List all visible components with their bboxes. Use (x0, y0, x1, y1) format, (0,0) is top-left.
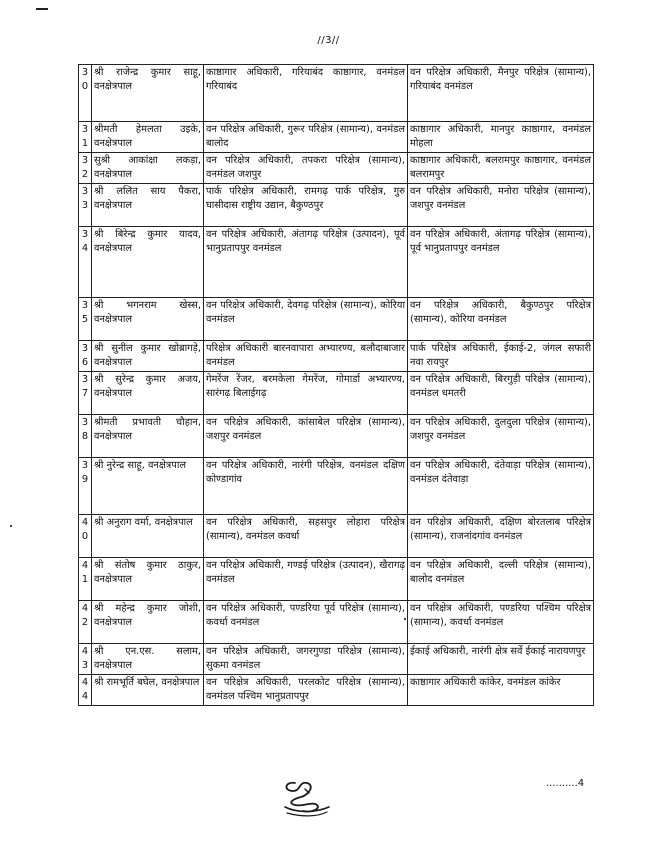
table-row (79, 153, 594, 184)
signature (265, 777, 345, 819)
current-posting-cell: वन परिक्षेत्र अधिकारी, देवगढ़ परिक्षेत्र (सामान्य), कोरिया वनमंडल (204, 298, 408, 341)
margin-dot (10, 525, 12, 527)
serial-number-cell: 44 (79, 675, 92, 706)
page-number: //3// (317, 35, 340, 46)
new-posting-cell: ईकाई अधिकारी, नारंगी क्षेत्र सर्वे ईकाई नारायणपुर (408, 644, 594, 675)
officer-name-cell: श्री सुनील कुमार खोब्रागड़े, वनक्षेत्रपाल (92, 341, 204, 372)
current-posting-cell: वन परिक्षेत्र अधिकारी, गण्डई परिक्षेत्र (उत्पादन), खैरागढ़ वनमंडल (204, 558, 408, 601)
serial-number-cell: 30 (79, 65, 92, 122)
current-posting-cell: वन परिक्षेत्र अधिकारी, अंतागढ़ परिक्षेत्र (उत्पादन), पूर्व भानुप्रतापपुर वनमंडल (204, 227, 408, 298)
new-posting-cell: वन परिक्षेत्र अधिकारी, दंतेवाड़ा परिक्षेत्र (सामान्य), वनमंडल दंतेवाड़ा (408, 458, 594, 515)
new-posting-cell: काष्ठागार अधिकारी, मानपुर काष्ठागार, वनमंडल मोहला (408, 122, 594, 153)
new-posting-cell: वन परिक्षेत्र अधिकारी, मैनपुर परिक्षेत्र (सामान्य), गरियाबंद वनमंडल (408, 65, 594, 122)
serial-number-cell: 42 (79, 601, 92, 644)
table-row (79, 184, 594, 227)
current-posting-cell: परिक्षेत्र अधिकारी बारनवापारा अभ्यारण्य, बलौदाबाजार वनमंडल (204, 341, 408, 372)
table-row (79, 415, 594, 458)
officer-name-cell: श्री नुरेन्द्र साहू, वनक्षेत्रपाल (92, 458, 204, 515)
new-posting-cell: वन परिक्षेत्र अधिकारी, बैकुण्ठपुर परिक्षेत्र (सामान्य), कोरिया वनमंडल (408, 298, 594, 341)
officer-name-cell: श्री भगनराम खेस्स, वनक्षेत्रपाल (92, 298, 204, 341)
officer-name-cell: सुश्री आकांक्षा लकड़ा, वनक्षेत्रपाल (92, 153, 204, 184)
current-posting-cell: वन परिक्षेत्र अधिकारी, नारंगी परिक्षेत्र, वनमंडल दक्षिण कोण्डागांव (204, 458, 408, 515)
table-row (79, 65, 594, 122)
serial-number-cell: 31 (79, 122, 92, 153)
table-row (79, 675, 594, 706)
serial-number-cell: 36 (79, 341, 92, 372)
current-posting-cell: काष्ठागार अधिकारी, गरियाबंद काष्ठागार, वनमंडल गरियाबंद (204, 65, 408, 122)
current-posting-cell: वन परिक्षेत्र अधिकारी, पण्डरिया पूर्व परिक्षेत्र (सामान्य), कवर्धा वनमंडल (204, 601, 408, 644)
officer-name-cell: श्री एन.एस. सलाम, वनक्षेत्रपाल (92, 644, 204, 675)
serial-number-cell: 35 (79, 298, 92, 341)
table-row (79, 515, 594, 558)
serial-number-cell: 32 (79, 153, 92, 184)
continuation-marker: ..........4 (546, 778, 585, 789)
officer-name-cell: श्री सुरेन्द्र कुमार अजय, वनक्षेत्रपाल (92, 372, 204, 415)
current-posting-cell: गेमरेंज रेंजर, बरमकेला गेमरेंज, गोमार्डा अभ्यारण्य, सारंगढ़ बिलाईगढ़ (204, 372, 408, 415)
officer-name-cell: श्रीमती हेमलता उइके, वनक्षेत्रपाल (92, 122, 204, 153)
current-posting-cell: वन परिक्षेत्र अधिकारी, कांसाबेल परिक्षेत्र (सामान्य), जशपुर वनमंडल (204, 415, 408, 458)
new-posting-cell: वन परिक्षेत्र अधिकारी, दल्ली परिक्षेत्र (सामान्य), बालोद वनमंडल (408, 558, 594, 601)
current-posting-cell: वन परिक्षेत्र अधिकारी, जगरगुण्डा परिक्षेत्र (सामान्य), सुकमा वनमंडल (204, 644, 408, 675)
table-row (79, 227, 594, 298)
serial-number-cell: 38 (79, 415, 92, 458)
officer-name-cell: श्री बिरेन्द्र कुमार यादव, वनक्षेत्रपाल (92, 227, 204, 298)
table-row (79, 601, 594, 644)
serial-number-cell: 39 (79, 458, 92, 515)
table-row (79, 644, 594, 675)
current-posting-cell: वन परिक्षेत्र अधिकारी, परलकोट परिक्षेत्र (सामान्य), वनमंडल पश्चिम भानुप्रतापपुर (204, 675, 408, 706)
stray-dot (404, 618, 406, 620)
new-posting-cell: काष्ठागार अधिकारी कांकेर, वनमंडल कांकेर (408, 675, 594, 706)
new-posting-cell: वन परिक्षेत्र अधिकारी, दुलदुला परिक्षेत्र (सामान्य), जशपुर वनमंडल (408, 415, 594, 458)
serial-number-cell: 40 (79, 515, 92, 558)
header-dash-mark (36, 8, 48, 10)
new-posting-cell: वन परिक्षेत्र अधिकारी, बिरगुड़ी परिक्षेत्र (सामान्य), वनमंडल धमतरी (408, 372, 594, 415)
officer-name-cell: श्री संतोष कुमार ठाकुर, वनक्षेत्रपाल (92, 558, 204, 601)
serial-number-cell: 33 (79, 184, 92, 227)
new-posting-cell: वन परिक्षेत्र अधिकारी, पण्डरिया पश्चिम परिक्षेत्र (सामान्य), कवर्धा वनमंडल (408, 601, 594, 644)
officer-name-cell: श्री राजेन्द्र कुमार साहू, वनक्षेत्रपाल (92, 65, 204, 122)
officer-name-cell: श्री महेन्द्र कुमार जोशी, वनक्षेत्रपाल (92, 601, 204, 644)
serial-number-cell: 34 (79, 227, 92, 298)
transfer-table (78, 64, 594, 706)
serial-number-cell: 41 (79, 558, 92, 601)
serial-number-cell: 37 (79, 372, 92, 415)
officer-name-cell: श्रीमती प्रभावती चौहान, वनक्षेत्रपाल (92, 415, 204, 458)
serial-number-cell: 43 (79, 644, 92, 675)
table-row (79, 558, 594, 601)
current-posting-cell: वन परिक्षेत्र अधिकारी, गुरूर परिक्षेत्र (सामान्य), वनमंडल बालोद (204, 122, 408, 153)
table-row (79, 341, 594, 372)
current-posting-cell: वन परिक्षेत्र अधिकारी, तपकरा परिक्षेत्र (सामान्य), वनमंडल जशपुर (204, 153, 408, 184)
table-row (79, 298, 594, 341)
current-posting-cell: वन परिक्षेत्र अधिकारी, सहसपुर लोहारा परिक्षेत्र (सामान्य), वनमंडल कवर्धा (204, 515, 408, 558)
new-posting-cell: वन परिक्षेत्र अधिकारी, मनोरा परिक्षेत्र (सामान्य), जशपुर वनमंडल (408, 184, 594, 227)
officer-name-cell: श्री रामभूर्ति बघेल, वनक्षेत्रपाल (92, 675, 204, 706)
current-posting-cell: पार्क परिक्षेत्र अधिकारी, रामगढ़ पार्क परिक्षेत्र, गुरु घासीदास राष्ट्रीय उद्यान, बैकुण्ठपुर (204, 184, 408, 227)
officer-name-cell: श्री अनुराग वर्मा, वनक्षेत्रपाल (92, 515, 204, 558)
new-posting-cell: पार्क परिक्षेत्र अधिकारी, ईकाई-2, जंगल सफारी नवा रायपुर (408, 341, 594, 372)
table-row (79, 458, 594, 515)
table-row (79, 372, 594, 415)
new-posting-cell: वन परिक्षेत्र अधिकारी, अंतागढ़ परिक्षेत्र (सामान्य), पूर्व भानुप्रतापपुर वनमंडल (408, 227, 594, 298)
officer-name-cell: श्री ललित साय पैकरा, वनक्षेत्रपाल (92, 184, 204, 227)
table-body (79, 65, 594, 706)
new-posting-cell: काष्ठागार अधिकारी, बलरामपुर काष्ठागार, वनमंडल बलरामपुर (408, 153, 594, 184)
table-row (79, 122, 594, 153)
new-posting-cell: वन परिक्षेत्र अधिकारी, दक्षिण बोरतलाब परिक्षेत्र (सामान्य), राजनांदगांव वनमंडल (408, 515, 594, 558)
